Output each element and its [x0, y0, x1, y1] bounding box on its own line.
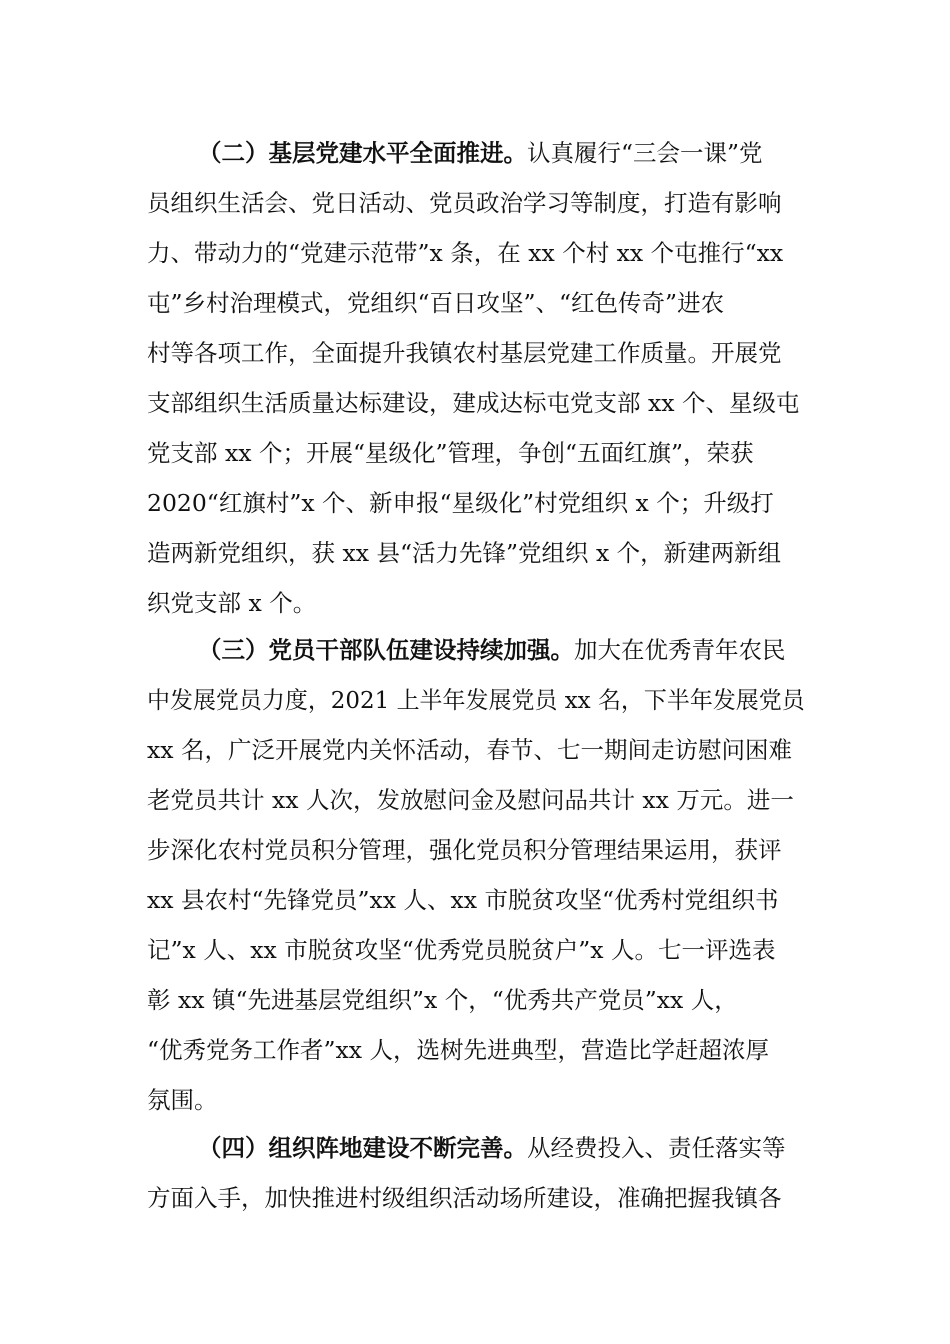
section-3-line-1	[198, 635, 786, 665]
section-4-line-1-text: 从经费投入、责任落实等	[527, 1134, 786, 1162]
section-2-line-6: 支部组织生活质量达标建设，建成达标屯党支部 xx 个、星级屯	[147, 389, 800, 417]
section-2-line-1-text: 认真履行“三会一课”党	[527, 139, 763, 167]
section-2-line-10: 织党支部 x 个。	[147, 589, 317, 617]
section-2-line-1	[198, 138, 763, 168]
section-3-line-1-text: 加大在优秀青年农民	[574, 636, 786, 664]
section-2-line-5: 村等各项工作，全面提升我镇农村基层党建工作质量。开展党	[147, 339, 782, 367]
section-3-line-7: 记”x 人、xx 市脱贫攻坚“优秀党员脱贫户”x 人。七一评选表	[147, 936, 776, 964]
section-3-line-2: 中发展党员力度，2021 上半年发展党员 xx 名，下半年发展党员	[147, 686, 805, 714]
section-2-line-2: 员组织生活会、党日活动、党员政治学习等制度，打造有影响	[147, 189, 782, 217]
section-3-line-10: 氛围。	[147, 1086, 218, 1114]
section-3-line-4: 老党员共计 xx 人次，发放慰问金及慰问品共计 xx 万元。进一	[147, 786, 794, 814]
section-3-line-3: xx 名，广泛开展党内关怀活动，春节、七一期间走访慰问困难	[147, 736, 792, 764]
section-2-line-7: 党支部 xx 个；开展“星级化”管理，争创“五面红旗”，荣获	[147, 439, 754, 467]
section-4-line-1	[198, 1133, 786, 1163]
section-3-line-9: “优秀党务工作者”xx 人，选树先进典型，营造比学赶超浓厚	[147, 1036, 770, 1064]
section-2-line-8: 2020“红旗村”x 个、新申报“星级化”村党组织 x 个；升级打	[147, 489, 774, 517]
section-3-line-8: 彰 xx 镇“先进基层党组织”x 个，“优秀共产党员”xx 人，	[147, 986, 738, 1014]
section-4-heading: （四）组织阵地建设不断完善。	[198, 1134, 527, 1162]
section-3-heading: （三）党员干部队伍建设持续加强。	[198, 636, 574, 664]
section-2-line-9: 造两新党组织，获 xx 县“活力先锋”党组织 x 个，新建两新组	[147, 539, 782, 567]
section-3-line-5: 步深化农村党员积分管理，强化党员积分管理结果运用，获评	[147, 836, 782, 864]
section-4-line-2: 方面入手，加快推进村级组织活动场所建设，准确把握我镇各	[147, 1184, 782, 1212]
section-3-line-6: xx 县农村“先锋党员”xx 人、xx 市脱贫攻坚“优秀村党组织书	[147, 886, 779, 914]
section-2-line-4: 屯”乡村治理模式，党组织“百日攻坚”、“红色传奇”进农	[147, 289, 725, 317]
section-2-heading: （二）基层党建水平全面推进。	[198, 139, 527, 167]
section-2-line-3: 力、带动力的“党建示范带”x 条，在 xx 个村 xx 个屯推行“xx	[147, 239, 784, 267]
